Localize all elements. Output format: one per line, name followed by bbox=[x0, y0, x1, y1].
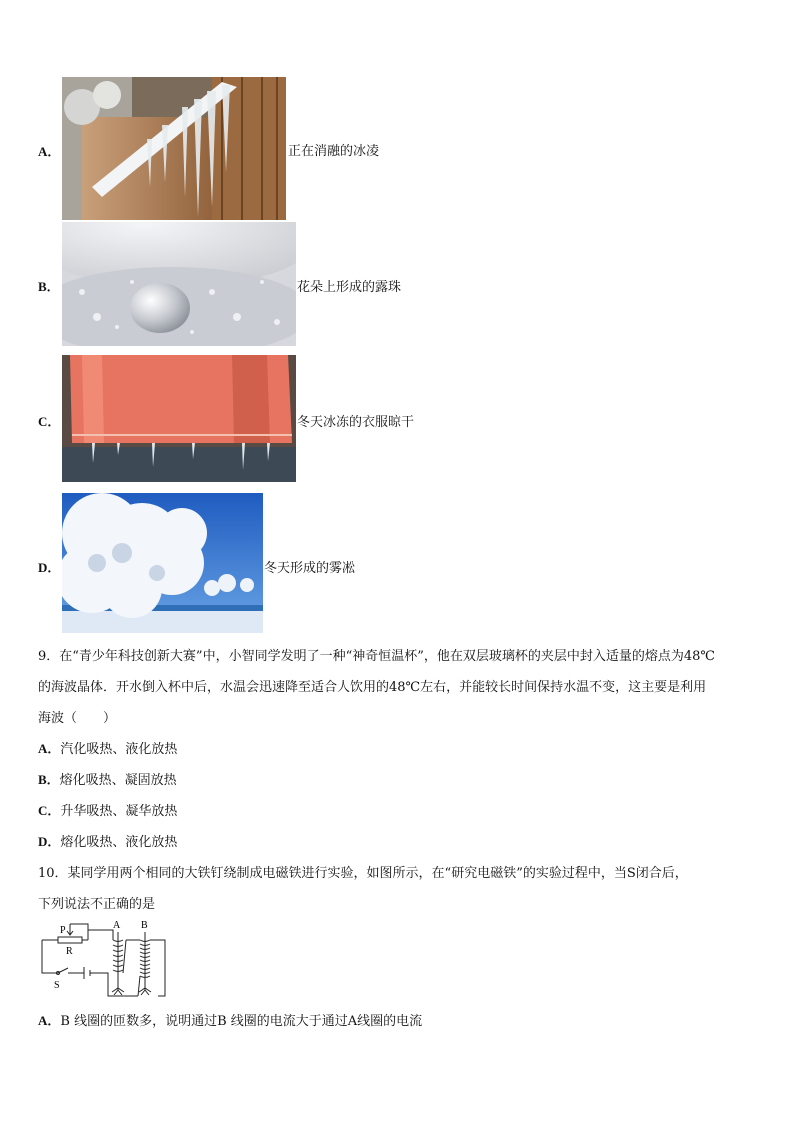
frozen-clothes-photo bbox=[62, 355, 296, 482]
option-caption: 花朵上形成的露珠 bbox=[297, 280, 402, 295]
option-letter: A． bbox=[38, 1013, 61, 1028]
question-9-option-a bbox=[38, 738, 177, 757]
question-9-text-line1: 9．在“青少年科技创新大赛”中，小智同学发明了一种“神奇恒温杯”，他在双层玻璃杯的夹层中封入适量的熔点为48℃ bbox=[38, 649, 715, 664]
question-10-option-a bbox=[38, 1010, 422, 1029]
option-letter: C． bbox=[38, 414, 61, 429]
option-letter: D． bbox=[38, 560, 61, 575]
diagram-label-a: A bbox=[113, 920, 121, 931]
question-9-option-d bbox=[38, 831, 177, 850]
melting-icicles-photo bbox=[62, 77, 286, 220]
diagram-label-b: B bbox=[141, 920, 148, 931]
diagram-label-s: S bbox=[54, 980, 60, 991]
electromagnet-circuit-diagram bbox=[38, 918, 168, 1000]
rime-frost-tree-photo bbox=[62, 493, 263, 633]
option-caption: 冬天形成的雾凇 bbox=[264, 561, 356, 576]
question-9-option-b bbox=[38, 769, 177, 788]
question-10-text-line1: 10．某同学用两个相同的大铁钉绕制成电磁铁进行实验，如图所示，在“研究电磁铁”的实验过程中，当S闭合后， bbox=[38, 866, 688, 881]
option-letter: D． bbox=[38, 834, 61, 849]
option-letter: C． bbox=[38, 803, 61, 818]
option-letter: B． bbox=[38, 279, 60, 294]
option-letter: A． bbox=[38, 741, 61, 756]
option-letter: B． bbox=[38, 772, 60, 787]
option-text: 升华吸热、凝华放热 bbox=[60, 804, 178, 819]
question-9-text-line3: 海波（ ） bbox=[38, 711, 117, 726]
question-9-option-c bbox=[38, 800, 177, 819]
diagram-label-r: R bbox=[66, 946, 73, 957]
question-9-text-line2: 的海波晶体．开水倒入杯中后，水温会迅速降至适合人饮用的48℃左右，并能较长时间保持水温不变，这主要是利用 bbox=[38, 680, 707, 695]
option-caption: 冬天冰冻的衣服晾干 bbox=[297, 415, 415, 430]
dew-drops-on-flower-photo bbox=[62, 222, 296, 346]
option-text: 汽化吸热、液化放热 bbox=[60, 742, 178, 757]
diagram-label-p: P bbox=[60, 925, 66, 936]
option-text: B 线圈的匝数多，说明通过B 线圈的电流大于通过A线圈的电流 bbox=[60, 1014, 423, 1029]
option-letter: A． bbox=[38, 144, 61, 159]
option-text: 熔化吸热、液化放热 bbox=[60, 835, 178, 850]
option-caption: 正在消融的冰凌 bbox=[288, 144, 380, 159]
option-text: 熔化吸热、凝固放热 bbox=[59, 773, 177, 788]
question-10-text-line2: 下列说法不正确的是 bbox=[38, 897, 156, 912]
